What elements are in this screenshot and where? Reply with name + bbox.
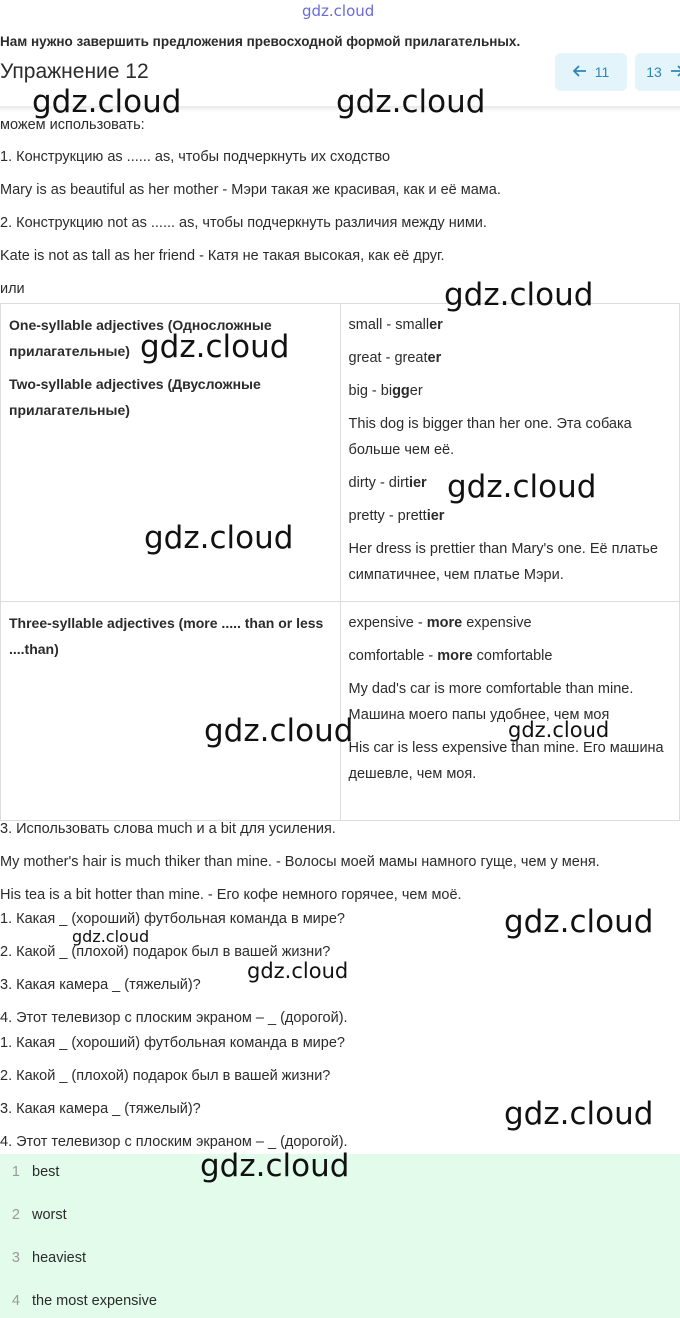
example-sentence-car: My dad's car is more comfortable than mine. Машина моего папы удобнее, чем моя [348, 681, 634, 723]
watermark: gdz.cloud [447, 469, 597, 505]
question-item: 2. Какой _ (плохой) подарок был в вашей жизни? [0, 944, 331, 960]
intro-line-2: Mary is as beautiful as her mother - Мэри такая же красивая, как и её мама. [0, 182, 501, 198]
example-great: great - greater [348, 350, 442, 366]
watermark: gdz.cloud [144, 520, 294, 556]
intro-line-1: 1. Конструкцию as ...... as, чтобы подчеркнуть их сходство [0, 149, 391, 165]
answer-number: 2 [11, 1207, 20, 1223]
answer-text: best [32, 1164, 60, 1180]
next-exercise-button[interactable] [635, 53, 680, 91]
answer-text: the most expensive [32, 1293, 157, 1309]
intro-line-3: 2. Конструкцию not as ...... as, чтобы подчеркнуть различия между ними. [0, 215, 487, 231]
table-cell [1, 602, 341, 821]
table-cell [340, 602, 679, 821]
example-dirty: dirty - dirtier [348, 475, 427, 491]
top-watermark: gdz.cloud [302, 2, 375, 20]
question-item: 4. Этот телевизор с плоским экраном – _ (дорогой). [0, 1010, 348, 1026]
table-row [1, 602, 680, 821]
example-comfortable: comfortable - more comfortable [348, 648, 553, 664]
three-syllable-label: Three-syllable adjectives (more ..... than or less ....than) [9, 615, 324, 657]
answer-item [0, 1250, 86, 1266]
two-syllable-label: Two-syllable adjectives (Двусложные прилагательные) [9, 376, 261, 418]
watermark: gdz.cloud [32, 84, 182, 120]
intro-line-5: или [0, 281, 25, 297]
example-expensive: expensive - more expensive [348, 615, 532, 631]
watermark: gdz.cloud [504, 904, 654, 940]
example-sentence-expensive: His car is less expensive than mine. Его машина дешевле, чем моя. [348, 740, 664, 782]
answer-item [0, 1293, 157, 1309]
watermark: gdz.cloud [444, 277, 594, 313]
task-statement: Нам нужно завершить предложения превосходной формой прилагательных. [0, 34, 521, 49]
example-small: small - smaller [348, 317, 443, 333]
watermark: gdz.cloud [200, 1148, 350, 1184]
question-item: 1. Какая _ (хороший) футбольная команда в мире? [0, 1035, 345, 1051]
question-item: 3. Какая камера _ (тяжелый)? [0, 977, 201, 993]
answer-number: 1 [11, 1164, 20, 1180]
watermark: gdz.cloud [504, 1096, 654, 1132]
example-sentence-dress: Her dress is prettier than Mary's one. Её платье симпатичнее, чем платье Мэри. [348, 541, 658, 583]
example-pretty: pretty - prettier [348, 508, 445, 524]
answer-text: heaviest [32, 1250, 87, 1266]
answer-number: 3 [11, 1250, 20, 1266]
prev-exercise-button[interactable] [555, 53, 627, 91]
one-syllable-label: One-syllable adjectives (Односложные прилагательные) [9, 317, 272, 359]
next-exercise-label: 13 [646, 64, 662, 80]
example-big: big - bigger [348, 383, 423, 399]
question-item: 4. Этот телевизор с плоским экраном – _ (дорогой). [0, 1134, 348, 1150]
table-cell [340, 304, 679, 602]
exercise-title: Упражнение 12 [0, 60, 149, 83]
table-row [1, 304, 680, 602]
rule-line-3: 3. Использовать слова much и a bit для усиления. [0, 821, 336, 837]
answer-item [0, 1207, 67, 1223]
answer-item [0, 1164, 59, 1180]
answer-number: 4 [11, 1293, 20, 1309]
prev-exercise-label: 11 [594, 64, 610, 80]
example-hair: My mother's hair is much thiker than mine. - Волосы моей мамы намного гуще, чем у меня. [0, 854, 600, 870]
arrow-left-icon [573, 64, 587, 80]
intro-line-4: Kate is not as tall as her friend - Катя не такая высокая, как её друг. [0, 248, 445, 264]
watermark: gdz.cloud [140, 329, 290, 365]
arrow-right-icon [670, 64, 680, 80]
watermark: gdz.cloud [508, 718, 610, 742]
example-tea: His tea is a bit hotter than mine. - Его кофе немного горячее, чем моё. [0, 887, 462, 903]
watermark: gdz.cloud [204, 713, 354, 749]
question-item: 1. Какая _ (хороший) футбольная команда в мире? [0, 911, 345, 927]
example-sentence-dog: This dog is bigger than her one. Эта собака больше чем её. [348, 416, 632, 458]
watermark: gdz.cloud [72, 927, 150, 946]
watermark: gdz.cloud [336, 84, 486, 120]
watermark: gdz.cloud [247, 959, 349, 983]
question-item: 3. Какая камера _ (тяжелый)? [0, 1101, 201, 1117]
intro-line-0: можем использовать: [0, 117, 145, 133]
question-item: 2. Какой _ (плохой) подарок был в вашей жизни? [0, 1068, 331, 1084]
answer-text: worst [32, 1207, 67, 1223]
